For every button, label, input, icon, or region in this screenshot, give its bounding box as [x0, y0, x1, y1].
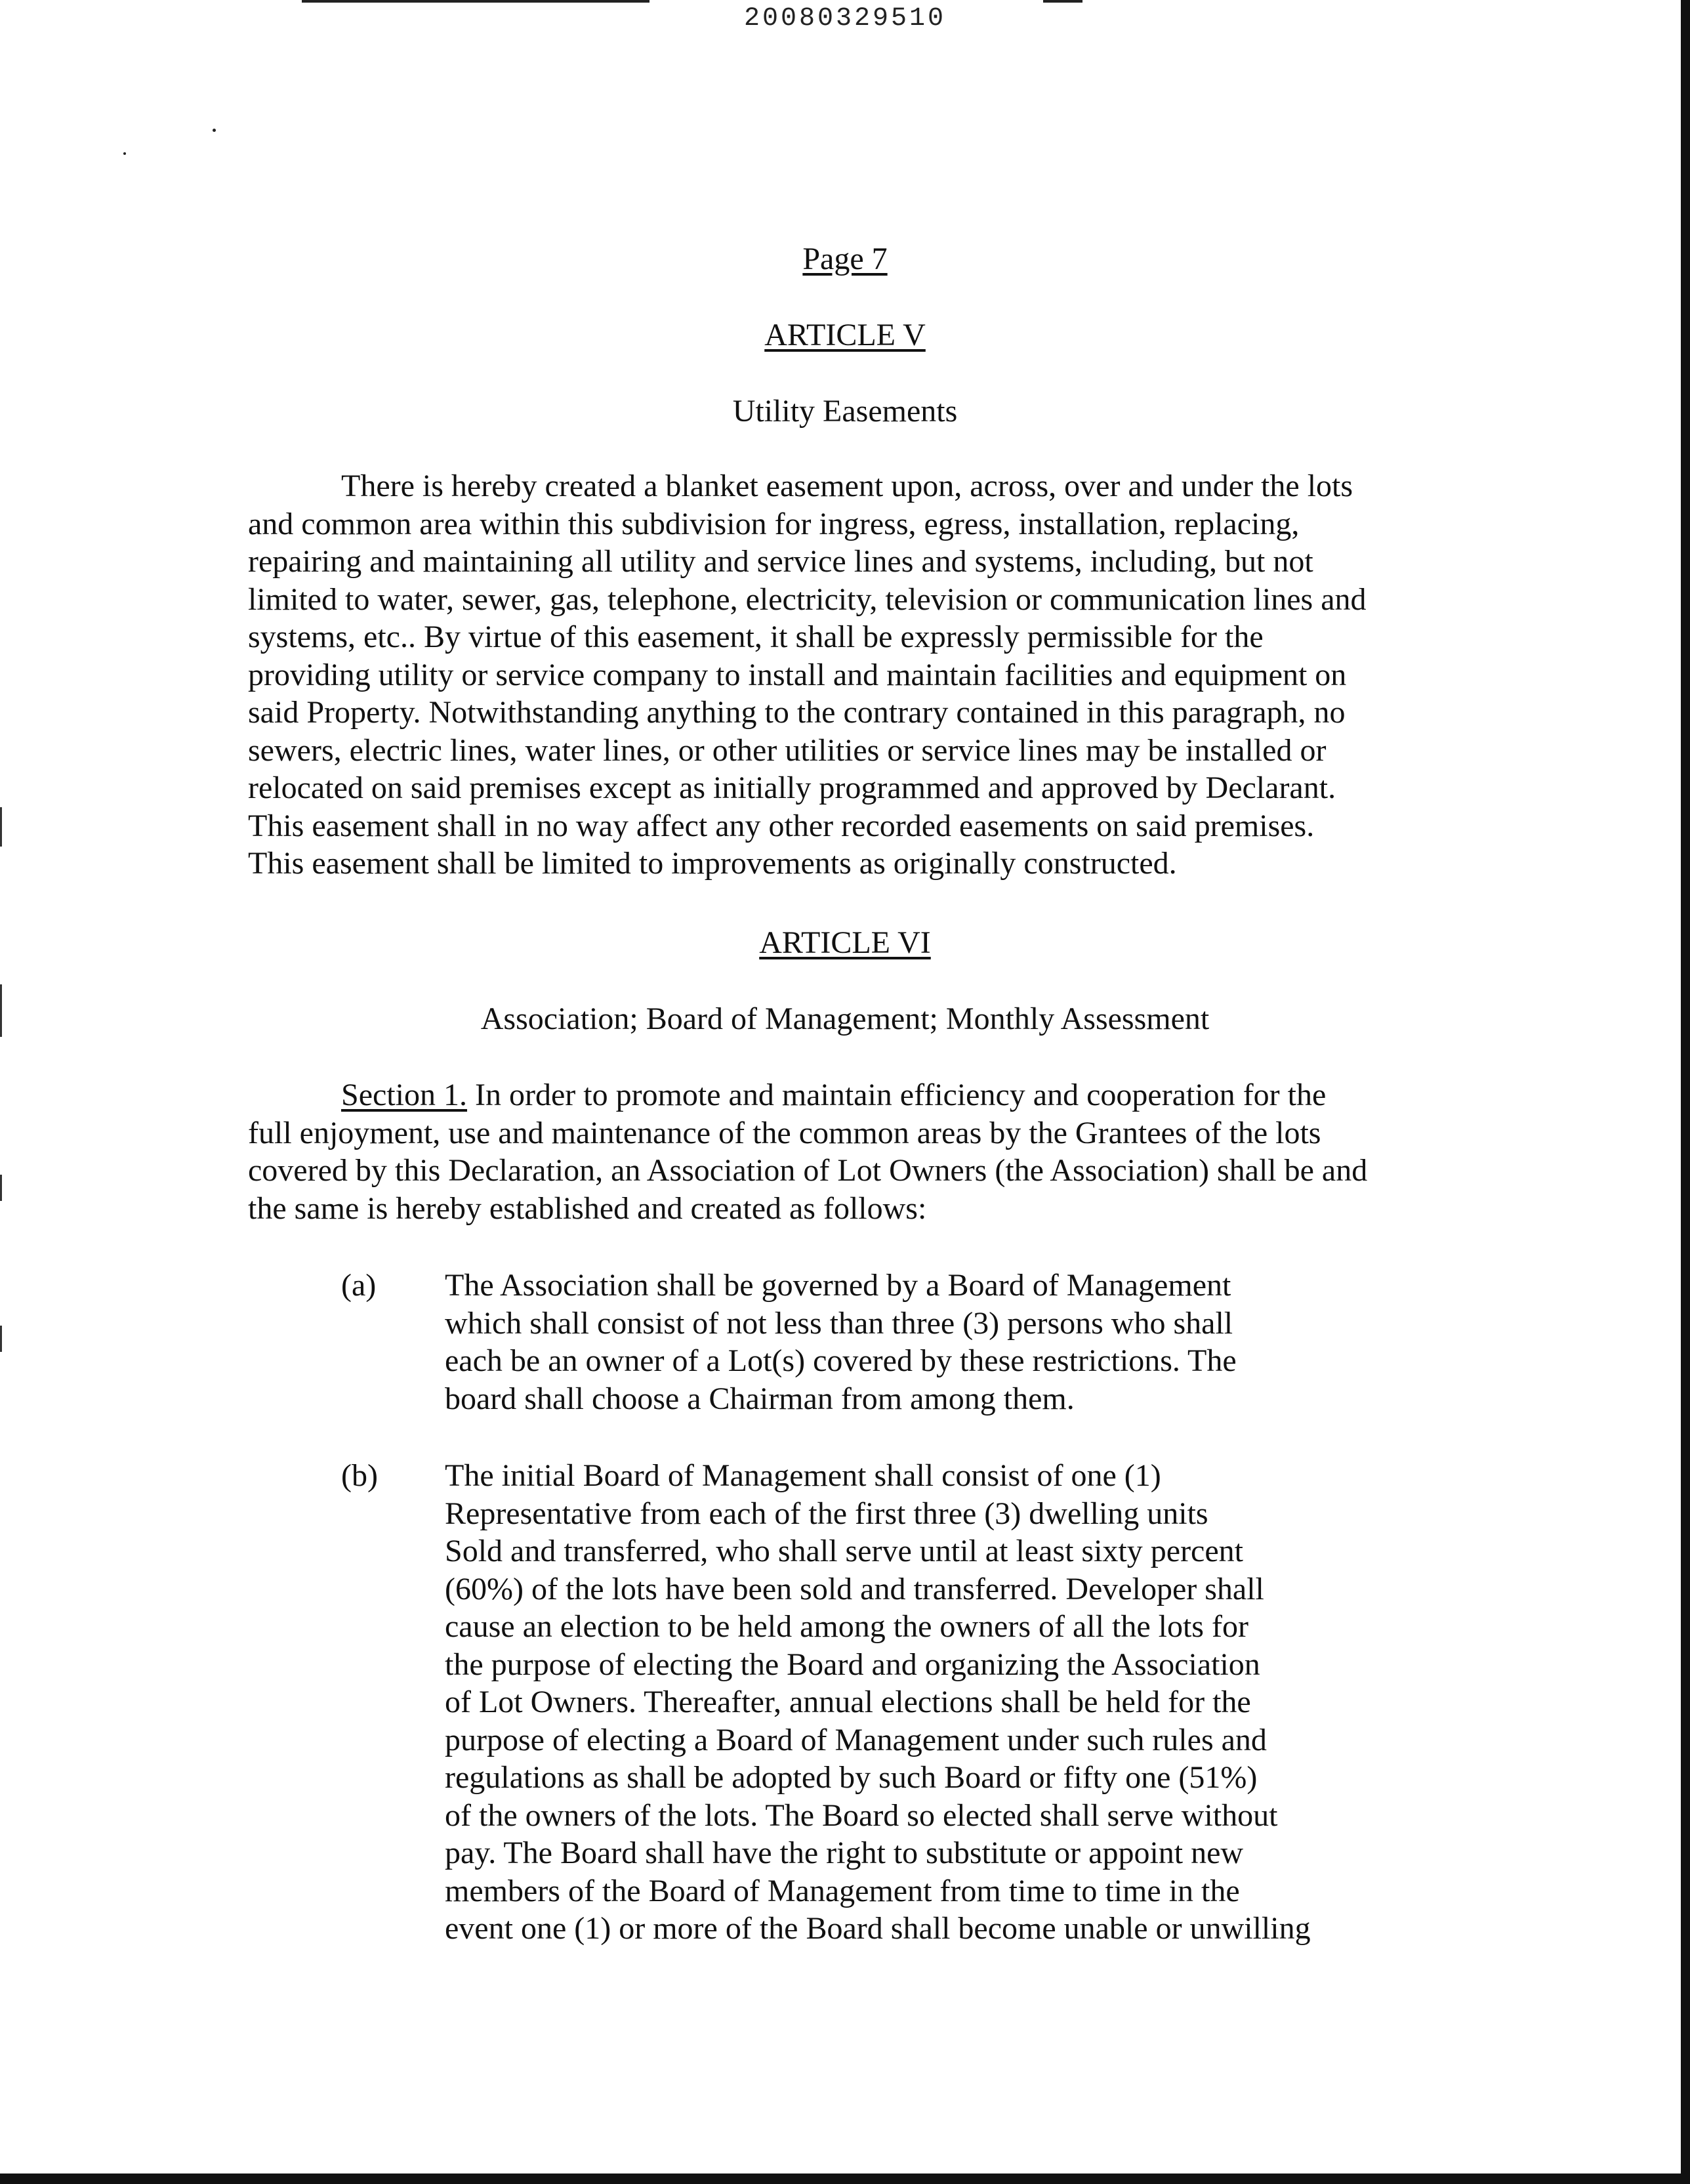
- paragraph-line: This easement shall in no way affect any other recorded easements on said premises.: [248, 808, 1315, 843]
- list-item-line: of Lot Owners. Thereafter, annual elections shall be held for the: [445, 1685, 1251, 1719]
- scan-left-tick: [0, 1326, 2, 1352]
- scan-top-rule: [302, 0, 649, 3]
- article-vi-title-text: ARTICLE VI: [759, 925, 931, 960]
- paragraph-line: repairing and maintaining all utility and service lines and systems, including, but not: [248, 544, 1313, 579]
- list-item-line: The initial Board of Management shall consist of one (1): [445, 1458, 1161, 1493]
- list-item-line: The Association shall be governed by a Board of Management: [445, 1268, 1231, 1303]
- paragraph-line: providing utility or service company to install and maintain facilities and equipment on: [248, 657, 1347, 692]
- list-item-text: [445, 1267, 1429, 1418]
- list-item-line: members of the Board of Management from time to time in the: [445, 1873, 1240, 1908]
- list-item-line: of the owners of the lots. The Board so elected shall serve without: [445, 1797, 1278, 1833]
- paragraph-line: relocated on said premises except as initially programmed and approved by Declarant.: [248, 770, 1336, 805]
- list-item-line: board shall choose a Chairman from among them.: [445, 1381, 1075, 1416]
- section-1-first-line-text: In order to promote and maintain efficiency and cooperation for the: [466, 1078, 1327, 1112]
- scan-bottom-edge: [0, 2174, 1690, 2184]
- paragraph-line: sewers, electric lines, water lines, or other utilities or service lines may be installed or: [248, 732, 1327, 768]
- page-label: [0, 240, 1690, 278]
- section-1-first-line: [248, 1076, 1435, 1114]
- list-marker: (a): [341, 1268, 377, 1303]
- scan-left-tick: [0, 1175, 2, 1201]
- list-item-line: event one (1) or more of the Board shall become unable or unwilling: [445, 1911, 1311, 1946]
- paragraph-line: the same is hereby established and created as follows:: [248, 1190, 927, 1226]
- list-item-line: Sold and transferred, who shall serve until at least sixty percent: [445, 1534, 1243, 1568]
- list-item-line: each be an owner of a Lot(s) covered by these restrictions. The: [445, 1343, 1237, 1378]
- paragraph-line: There is hereby created a blanket easement upon, across, over and under the lots: [341, 469, 1353, 503]
- section-1-label: Section 1.: [341, 1078, 467, 1112]
- list-marker: (b): [341, 1458, 378, 1493]
- scan-top-rule: [1043, 0, 1082, 3]
- list-item-line: purpose of electing a Board of Management under such rules and: [445, 1722, 1267, 1757]
- page-label-text: Page 7: [802, 242, 888, 276]
- paragraph-line: and common area within this subdivision for ingress, egress, installation, replacing,: [248, 506, 1300, 541]
- list-item-line: cause an election to be held among the owners of all the lots for: [445, 1609, 1248, 1644]
- list-item-line: Representative from each of the first three (3) dwelling units: [445, 1496, 1208, 1531]
- article-vi-subtitle: Association; Board of Management; Monthly Assessment: [480, 1001, 1210, 1036]
- paragraph-line: limited to water, sewer, gas, telephone, electricity, television or communication lines and: [248, 581, 1367, 617]
- paragraph-line: covered by this Declaration, an Association of Lot Owners (the Association) shall be and: [248, 1153, 1368, 1188]
- list-item-line: (60%) of the lots have been sold and transferred. Developer shall: [445, 1571, 1264, 1606]
- scan-speck: [213, 129, 216, 132]
- article-v-subtitle: Utility Easements: [732, 394, 958, 429]
- list-item-line: pay. The Board shall have the right to substitute or appoint new: [445, 1836, 1244, 1870]
- list-item-text: [445, 1457, 1429, 1948]
- article-v-title-text: ARTICLE V: [764, 318, 926, 352]
- list-item-line: which shall consist of not less than three (3) persons who shall: [445, 1305, 1233, 1341]
- document-number: 20080329510: [743, 4, 947, 33]
- paragraph-line: full enjoyment, use and maintenance of the common areas by the Grantees of the lots: [248, 1115, 1321, 1150]
- section-1-paragraph: [248, 1076, 1435, 1227]
- list-item-line: regulations as shall be adopted by such Board or fifty one (51%): [445, 1760, 1258, 1795]
- paragraph-line: This easement shall be limited to improvements as originally constructed.: [248, 846, 1177, 881]
- paragraph-line: systems, etc.. By virtue of this easement, it shall be expressly permissible for the: [248, 620, 1264, 654]
- article-vi-title: [0, 924, 1690, 962]
- scan-left-tick: [0, 807, 2, 847]
- paragraph-line: said Property. Notwithstanding anything to the contrary contained in this paragraph, no: [248, 695, 1346, 730]
- article-v-paragraph: [248, 467, 1435, 883]
- list-item-line: the purpose of electing the Board and organizing the Association: [445, 1647, 1260, 1682]
- scan-speck: [123, 152, 126, 155]
- article-v-title: [0, 316, 1690, 354]
